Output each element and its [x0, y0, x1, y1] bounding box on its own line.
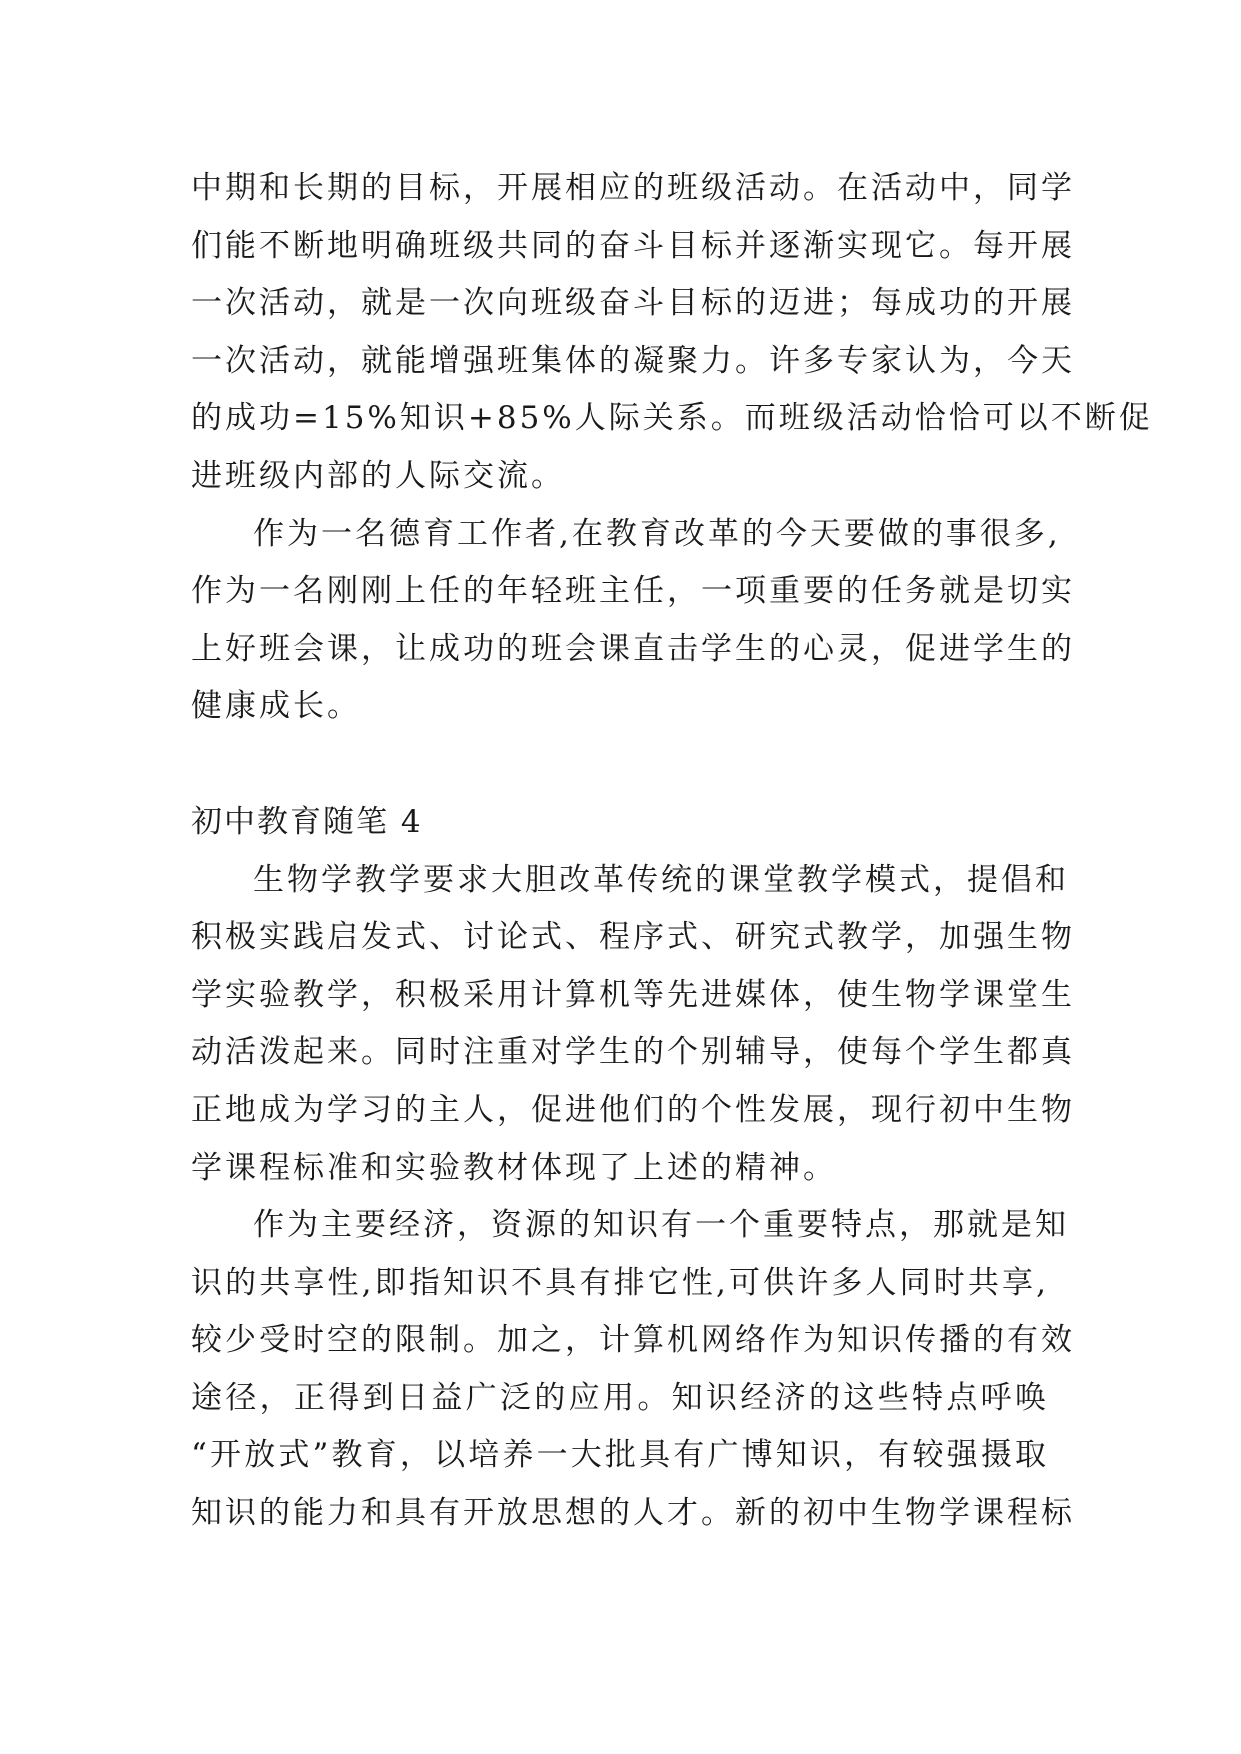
text-line: 作为主要经济，资源的知识有一个重要特点，那就是知 — [253, 1207, 1069, 1244]
text-line: 进班级内部的人际交流。 — [191, 457, 565, 494]
text-line: 识的共享性,即指知识不具有排它性,可供许多人同时共享, — [191, 1264, 1049, 1301]
text-line: 们能不断地明确班级共同的奋斗目标并逐渐实现它。每开展 — [191, 227, 1075, 264]
section-heading: 初中教育随笔 4 — [191, 803, 423, 840]
text-line: 较少受时空的限制。加之，计算机网络作为知识传播的有效 — [191, 1322, 1075, 1359]
text-line: 动活泼起来。同时注重对学生的个别辅导，使每个学生都真 — [191, 1034, 1075, 1071]
paragraph-class-activities — [191, 160, 1153, 506]
text-line: 作为一名刚刚上任的年轻班主任，一项重要的任务就是切实 — [191, 573, 1075, 610]
paragraph-biology-teaching — [191, 852, 1075, 1198]
text-line: “开放式”教育，以培养一大批具有广博知识，有较强摄取 — [191, 1437, 1049, 1474]
text-line: 正地成为学习的主人，促进他们的个性发展，现行初中生物 — [191, 1091, 1075, 1128]
text-line: 学课程标准和实验教材体现了上述的精神。 — [191, 1149, 837, 1186]
paragraph-knowledge-economy — [191, 1197, 1075, 1543]
text-line: 学实验教学，积极采用计算机等先进媒体，使生物学课堂生 — [191, 976, 1075, 1013]
text-line: 知识的能力和具有开放思想的人才。新的初中生物学课程标 — [191, 1495, 1075, 1532]
text-line: 健康成长。 — [191, 688, 361, 725]
text-line: 中期和长期的目标，开展相应的班级活动。在活动中，同学 — [191, 170, 1075, 206]
text-line: 积极实践启发式、讨论式、程序式、研究式教学，加强生物 — [191, 919, 1075, 956]
section-gap — [191, 736, 1049, 794]
text-line: 途径，正得到日益广泛的应用。知识经济的这些特点呼唤 — [191, 1379, 1049, 1416]
document-body — [191, 160, 1153, 1543]
text-line: 一次活动，就是一次向班级奋斗目标的迈进；每成功的开展 — [191, 285, 1075, 322]
text-line: 一次活动，就能增强班集体的凝聚力。许多专家认为，今天 — [191, 342, 1075, 379]
text-line: 上好班会课，让成功的班会课直击学生的心灵，促进学生的 — [191, 630, 1075, 667]
paragraph-moral-educator — [191, 506, 1075, 736]
text-line: 作为一名德育工作者,在教育改革的今天要做的事很多, — [253, 515, 1061, 552]
text-line: 生物学教学要求大胆改革传统的课堂教学模式，提倡和 — [253, 861, 1069, 898]
text-line: 的成功=15%知识+85%人际关系。而班级活动恰恰可以不断促 — [191, 400, 1153, 437]
